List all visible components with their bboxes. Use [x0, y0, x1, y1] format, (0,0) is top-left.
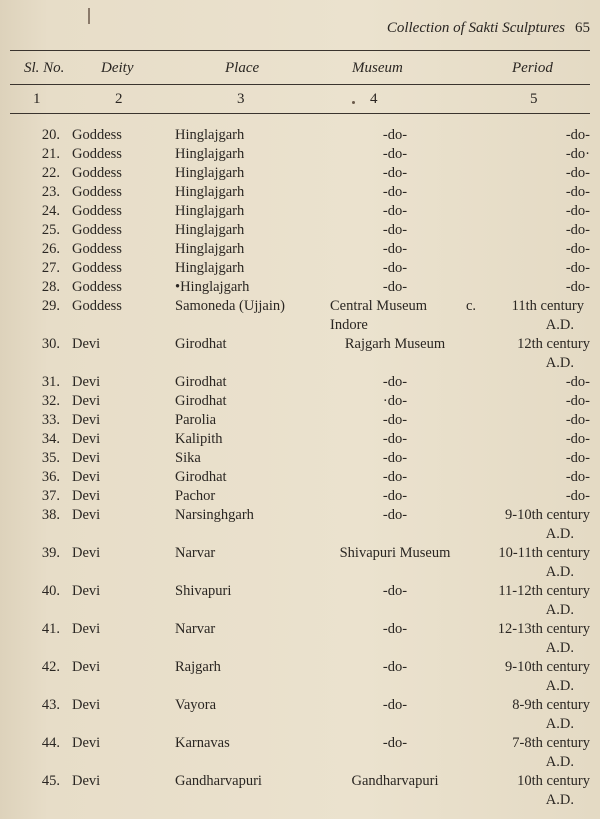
row-period: -do- [565, 222, 590, 238]
row-museum: -do- [382, 203, 408, 219]
row-museum: -do- [382, 146, 408, 162]
row-period: 10-11th century [498, 545, 590, 561]
row-place: Hinglajgarh [175, 127, 245, 143]
row-place: Vayora [175, 697, 217, 713]
row-period-continued: A.D. [545, 678, 574, 694]
row-museum: Shivapuri Museum [339, 545, 451, 561]
row-period: 12th century [517, 336, 590, 352]
row-deity: Devi [72, 336, 101, 352]
row-sl-no: 29. [41, 298, 60, 314]
row-museum: -do- [382, 583, 408, 599]
row-deity: Goddess [72, 146, 122, 162]
row-period-continued: A.D. [545, 602, 574, 618]
row-museum: -do- [382, 241, 408, 257]
row-period-continued: A.D. [545, 355, 574, 371]
row-period: 11-12th century [498, 583, 590, 599]
row-deity: Goddess [72, 241, 122, 257]
row-museum: -do- [382, 374, 408, 390]
row-deity: Goddess [72, 298, 122, 314]
header-rule [10, 84, 590, 85]
row-sl-no: 32. [41, 393, 60, 409]
row-museum: ·do- [382, 393, 408, 409]
row-period: -do- [565, 127, 590, 143]
row-place: Shivapuri [175, 583, 232, 599]
row-deity: Devi [72, 583, 101, 599]
row-place: Sika [175, 450, 201, 466]
running-header [387, 20, 590, 37]
row-period: -do- [565, 165, 590, 181]
row-deity: Devi [72, 431, 101, 447]
row-place: Samoneda (Ujjain) [175, 298, 285, 314]
row-deity: Goddess [72, 165, 122, 181]
row-place: Kalipith [175, 431, 223, 447]
row-museum: -do- [382, 279, 408, 295]
row-period: 9-10th century [505, 507, 590, 523]
row-deity: Devi [72, 507, 101, 523]
row-sl-no: 26. [41, 241, 60, 257]
row-sl-no: 25. [41, 222, 60, 238]
row-period: 12-13th century [497, 621, 590, 637]
row-museum-continued: Indore [330, 317, 368, 333]
col-number-5: 5 [530, 91, 538, 107]
row-place: Narvar [175, 621, 216, 637]
margin-mark [88, 8, 90, 24]
row-period: -do- [565, 469, 590, 485]
row-museum: -do- [382, 222, 408, 238]
row-museum: -do- [382, 488, 408, 504]
row-museum: -do- [382, 165, 408, 181]
row-museum: -do- [382, 697, 408, 713]
row-sl-no: 28. [41, 279, 60, 295]
row-period: 10th century [517, 773, 590, 789]
row-deity: Devi [72, 450, 101, 466]
row-period: 7-8th century [512, 735, 590, 751]
row-deity: Devi [72, 545, 101, 561]
row-museum: -do- [382, 659, 408, 675]
row-sl-no: 27. [41, 260, 60, 276]
row-period: -do- [565, 260, 590, 276]
header-title: Collection of Sakti Sculptures [386, 20, 565, 36]
row-sl-no: 39. [41, 545, 60, 561]
row-sl-no: 21. [41, 146, 60, 162]
row-period-continued: A.D. [545, 792, 574, 808]
row-place: Girodhat [175, 393, 227, 409]
row-sl-no: 30. [41, 336, 60, 352]
row-period: -do- [565, 203, 590, 219]
row-place: Hinglajgarh [175, 184, 245, 200]
row-period-prefix: c. [466, 298, 477, 314]
row-period-continued: A.D. [545, 754, 574, 770]
row-period-continued: A.D. [545, 526, 574, 542]
row-museum: Rajgarh Museum [344, 336, 446, 352]
row-sl-no: 45. [41, 773, 60, 789]
row-museum: Central Museum [330, 298, 428, 314]
row-sl-no: 34. [41, 431, 60, 447]
col-number-4: 4 [370, 91, 378, 107]
row-sl-no: 35. [41, 450, 60, 466]
row-deity: Devi [72, 659, 101, 675]
row-deity: Devi [72, 374, 101, 390]
col-number-2: 2 [115, 91, 123, 107]
row-sl-no: 37. [41, 488, 60, 504]
col-header-period: Period [512, 60, 553, 76]
row-deity: Goddess [72, 260, 122, 276]
row-period-continued: A.D. [545, 716, 574, 732]
row-period: -do· [565, 146, 590, 162]
row-period: -do- [565, 184, 590, 200]
row-museum: -do- [382, 431, 408, 447]
row-place: Girodhat [175, 374, 227, 390]
row-sl-no: 38. [41, 507, 60, 523]
col-number-1: 1 [33, 91, 41, 107]
row-museum: -do- [382, 412, 408, 428]
row-place: Rajgarh [175, 659, 221, 675]
col-header-place: Place [225, 60, 260, 76]
row-museum: -do- [382, 127, 408, 143]
row-deity: Goddess [72, 127, 122, 143]
row-sl-no: 40. [41, 583, 60, 599]
row-museum: -do- [382, 507, 408, 523]
row-sl-no: 33. [41, 412, 60, 428]
row-period: 8-9th century [512, 697, 590, 713]
row-place: Pachor [175, 488, 216, 504]
col-header-museum: Museum [352, 60, 403, 76]
row-period-continued: A.D. [545, 317, 574, 333]
row-museum: -do- [382, 450, 408, 466]
row-sl-no: 23. [41, 184, 60, 200]
row-deity: Goddess [72, 222, 122, 238]
row-sl-no: 24. [41, 203, 60, 219]
col-number-3: 3 [237, 91, 245, 107]
top-rule [10, 50, 590, 51]
row-deity: Devi [72, 621, 101, 637]
row-place: Hinglajgarh [175, 241, 245, 257]
row-place: Girodhat [175, 469, 227, 485]
row-museum: -do- [382, 260, 408, 276]
row-place: Hinglajgarh [175, 165, 245, 181]
row-sl-no: 22. [41, 165, 60, 181]
row-place: Narvar [175, 545, 216, 561]
row-period: -do- [565, 279, 590, 295]
row-place: Narsinghgarh [175, 507, 254, 523]
row-deity: Devi [72, 412, 101, 428]
row-museum: -do- [382, 469, 408, 485]
row-deity: Devi [72, 469, 101, 485]
page-number: 65 [575, 20, 590, 36]
row-place: Hinglajgarh [175, 260, 245, 276]
subheader-rule [10, 113, 590, 114]
row-period-continued: A.D. [545, 640, 574, 656]
row-sl-no: 44. [41, 735, 60, 751]
row-period: -do- [565, 450, 590, 466]
row-sl-no: 42. [41, 659, 60, 675]
row-museum: -do- [382, 184, 408, 200]
row-deity: Devi [72, 735, 101, 751]
col-header-sl-no: Sl. No. [24, 60, 65, 76]
row-sl-no: 36. [41, 469, 60, 485]
row-sl-no: 31. [41, 374, 60, 390]
row-museum: -do- [382, 735, 408, 751]
row-period: -do- [565, 374, 590, 390]
row-place: •Hinglajgarh [175, 279, 250, 295]
row-period: -do- [565, 412, 590, 428]
row-place: Girodhat [175, 336, 227, 352]
row-period: -do- [565, 488, 590, 504]
row-deity: Devi [72, 773, 101, 789]
row-museum: -do- [382, 621, 408, 637]
row-period: -do- [565, 241, 590, 257]
row-place: Karnavas [175, 735, 230, 751]
row-place: Hinglajgarh [175, 146, 245, 162]
row-museum: Gandharvapuri [351, 773, 439, 789]
print-speck [352, 101, 355, 104]
row-place: Gandharvapuri [175, 773, 262, 789]
row-deity: Goddess [72, 184, 122, 200]
row-sl-no: 41. [41, 621, 60, 637]
row-period-continued: A.D. [545, 564, 574, 580]
row-deity: Devi [72, 488, 101, 504]
row-place: Hinglajgarh [175, 203, 245, 219]
col-header-deity: Deity [101, 60, 134, 76]
row-deity: Goddess [72, 203, 122, 219]
row-deity: Goddess [72, 279, 122, 295]
row-period: -do- [565, 431, 590, 447]
row-sl-no: 20. [41, 127, 60, 143]
row-period: -do- [565, 393, 590, 409]
row-sl-no: 43. [41, 697, 60, 713]
row-period: 11th century [511, 298, 584, 314]
row-deity: Devi [72, 393, 101, 409]
row-period: 9-10th century [505, 659, 590, 675]
row-place: Parolia [175, 412, 217, 428]
row-place: Hinglajgarh [175, 222, 245, 238]
row-deity: Devi [72, 697, 101, 713]
